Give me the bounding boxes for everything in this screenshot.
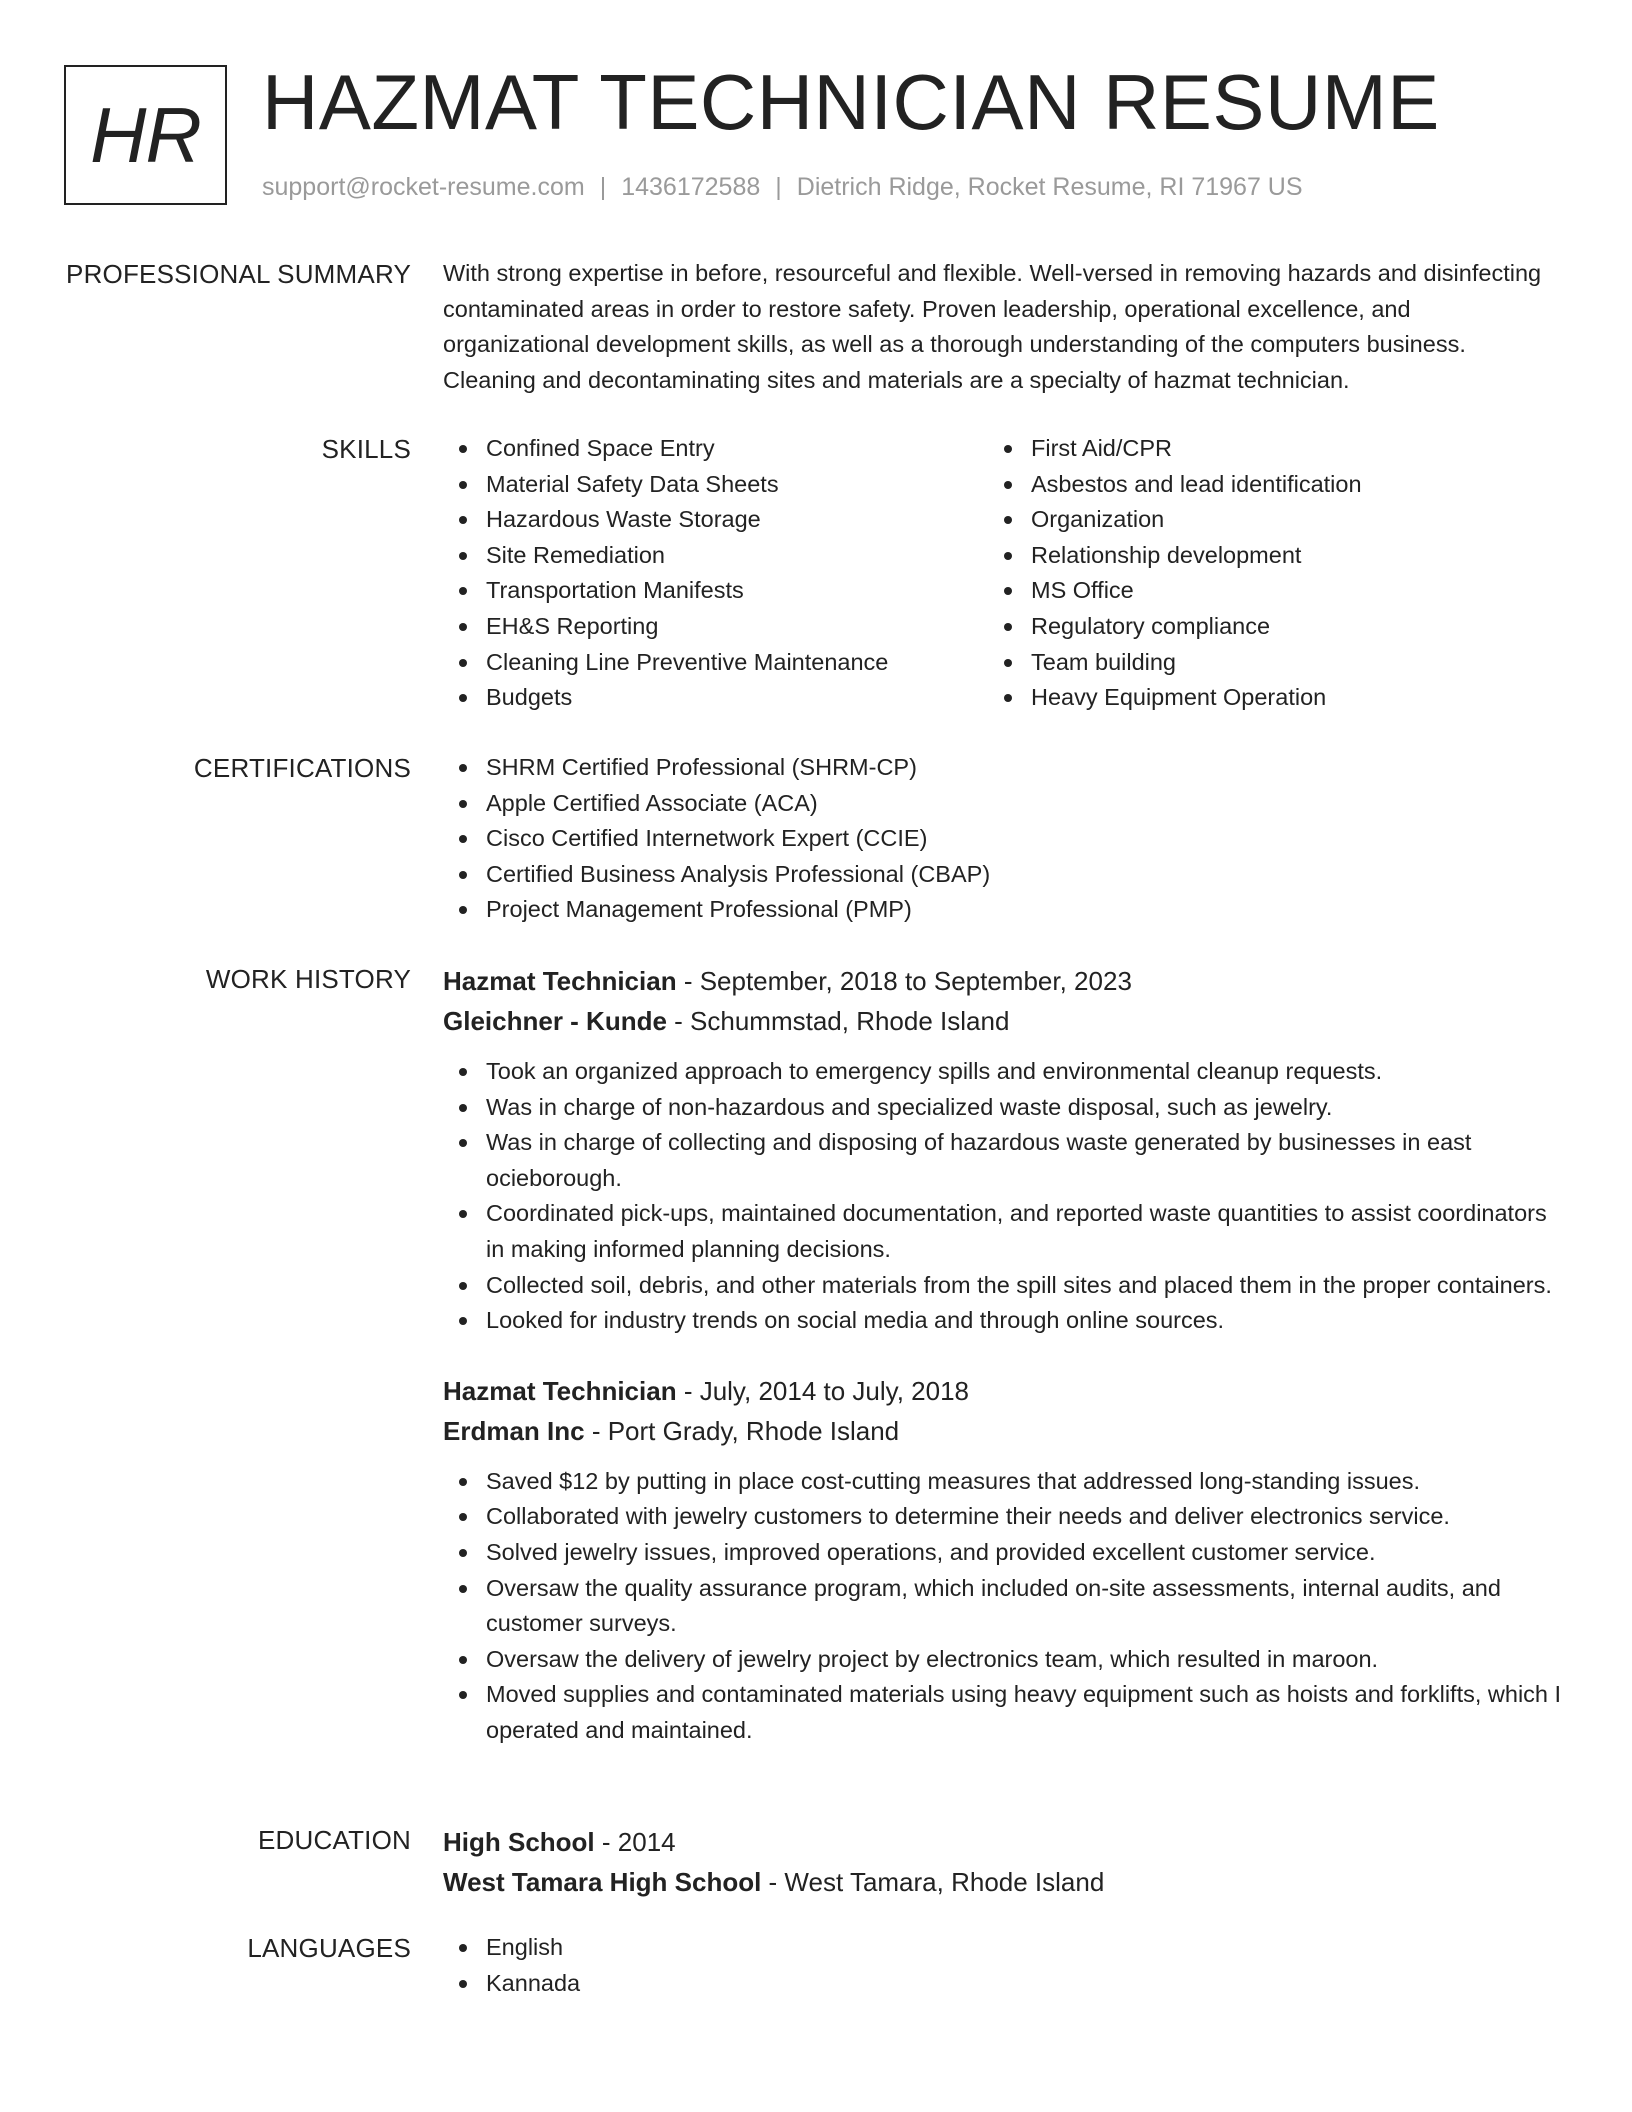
education-year: - 2014: [594, 1827, 676, 1857]
job-duty: Saved $12 by putting in place cost-cutting measures that addressed long-standing issues.: [443, 1464, 1563, 1500]
section-label: PROFESSIONAL SUMMARY: [66, 259, 411, 289]
certifications-list: [443, 750, 1563, 928]
certification-item: Apple Certified Associate (ACA): [443, 786, 1563, 822]
certification-item: Project Management Professional (PMP): [443, 892, 1563, 928]
job-duty: Collaborated with jewelry customers to determine their needs and deliver electronics service.: [443, 1499, 1563, 1535]
job-title-line: [443, 1371, 1563, 1411]
job-company: Gleichner - Kunde: [443, 1006, 667, 1036]
skill-item: Transportation Manifests: [443, 573, 988, 609]
language-item: English: [443, 1930, 1563, 1966]
job-duty: Was in charge of non-hazardous and specialized waste disposal, such as jewelry.: [443, 1090, 1563, 1126]
skills-list-left: [443, 431, 988, 716]
education-body: [443, 1822, 1563, 1902]
section-label: CERTIFICATIONS: [193, 753, 411, 783]
contact-email[interactable]: support@rocket-resume.com: [262, 173, 585, 201]
job-duty: Oversaw the quality assurance program, which included on-site assessments, internal audits, and customer surveys.: [443, 1571, 1563, 1642]
job-company-line: [443, 1411, 1563, 1451]
skill-item: Site Remediation: [443, 538, 988, 574]
education-location: - West Tamara, Rhode Island: [761, 1867, 1105, 1897]
summary-body: [443, 256, 1563, 398]
education-degree: High School: [443, 1827, 595, 1857]
contact-separator: |: [775, 173, 782, 201]
skills-columns: [443, 431, 1563, 716]
job-duty: Took an organized approach to emergency spills and environmental cleanup requests.: [443, 1054, 1563, 1090]
section-label: EDUCATION: [258, 1825, 411, 1855]
job-duty: Was in charge of collecting and disposing of hazardous waste generated by businesses in east ocieborough.: [443, 1125, 1563, 1196]
contact-line: [262, 173, 1303, 202]
section-label: LANGUAGES: [247, 1933, 411, 1963]
certification-item: SHRM Certified Professional (SHRM-CP): [443, 750, 1563, 786]
skill-item: Cleaning Line Preventive Maintenance: [443, 645, 988, 681]
job-duties-list: [443, 1054, 1563, 1339]
skill-item: Hazardous Waste Storage: [443, 502, 988, 538]
skill-item: EH&S Reporting: [443, 609, 988, 645]
skills-list-right: [988, 431, 1533, 716]
resume-title: HAZMAT TECHNICIAN RESUME: [262, 58, 1440, 146]
monogram-logo: HR: [64, 65, 227, 205]
skill-item: Asbestos and lead identification: [988, 467, 1533, 503]
contact-separator: |: [599, 173, 607, 201]
job-title: Hazmat Technician: [443, 966, 677, 996]
job-entry: [443, 961, 1563, 1339]
job-entry: [443, 1371, 1563, 1749]
skill-item: Team building: [988, 645, 1533, 681]
job-duty: Oversaw the delivery of jewelry project by electronics team, which resulted in maroon.: [443, 1642, 1563, 1678]
skill-item: First Aid/CPR: [988, 431, 1533, 467]
job-location: - Port Grady, Rhode Island: [584, 1415, 900, 1446]
contact-address: Dietrich Ridge, Rocket Resume, RI 71967 US: [796, 173, 1303, 201]
work-history-body: [443, 961, 1563, 1749]
skill-item: MS Office: [988, 573, 1533, 609]
contact-phone: 1436172588: [621, 173, 761, 201]
job-duty: Coordinated pick-ups, maintained documentation, and reported waste quantities to assist coordinators in making informed planning decisions.: [443, 1196, 1563, 1267]
section-label: WORK HISTORY: [205, 964, 411, 994]
job-company-line: [443, 1001, 1563, 1041]
education-school: West Tamara High School: [443, 1867, 762, 1897]
education-school-line: [443, 1862, 1563, 1902]
job-location: - Schummstad, Rhode Island: [666, 1006, 1010, 1036]
job-title-line: [443, 961, 1563, 1001]
job-duties-list: [443, 1464, 1563, 1749]
section-label: SKILLS: [321, 434, 411, 464]
job-company: Erdman Inc: [443, 1415, 585, 1446]
job-duty: Solved jewelry issues, improved operations, and provided excellent customer service.: [443, 1535, 1563, 1571]
skill-item: Material Safety Data Sheets: [443, 467, 988, 503]
skill-item: Organization: [988, 502, 1533, 538]
language-item: Kannada: [443, 1966, 1563, 2002]
skill-item: Budgets: [443, 680, 988, 716]
job-dates: - July, 2014 to July, 2018: [676, 1375, 970, 1406]
skill-item: Heavy Equipment Operation: [988, 680, 1533, 716]
certification-item: Cisco Certified Internetwork Expert (CCIE): [443, 821, 1563, 857]
languages-body: [443, 1930, 1563, 2001]
skill-item: Confined Space Entry: [443, 431, 988, 467]
job-duty: Collected soil, debris, and other materials from the spill sites and placed them in the proper containers.: [443, 1268, 1563, 1304]
job-dates: - September, 2018 to September, 2023: [676, 966, 1132, 996]
certifications-body: [443, 750, 1563, 928]
job-title: Hazmat Technician: [443, 1375, 677, 1406]
job-duty: Moved supplies and contaminated materials using heavy equipment such as hoists and forklifts, which I operated and maintained.: [443, 1677, 1563, 1748]
skill-item: Relationship development: [988, 538, 1533, 574]
languages-list: [443, 1930, 1563, 2001]
education-degree-line: [443, 1822, 1563, 1862]
job-duty: Looked for industry trends on social media and through online sources.: [443, 1303, 1563, 1339]
skill-item: Regulatory compliance: [988, 609, 1533, 645]
summary-text: With strong expertise in before, resourceful and flexible. Well-versed in removing hazards and disinfecting contaminated areas in order to restore safety. Proven leadership, operational excellence, and organizational development skills, as well as a thorough understanding of the computers business. Cleaning and decontaminating sites and materials are a specialty of hazmat technician.: [443, 260, 1542, 393]
certification-item: Certified Business Analysis Professional (CBAP): [443, 857, 1563, 893]
